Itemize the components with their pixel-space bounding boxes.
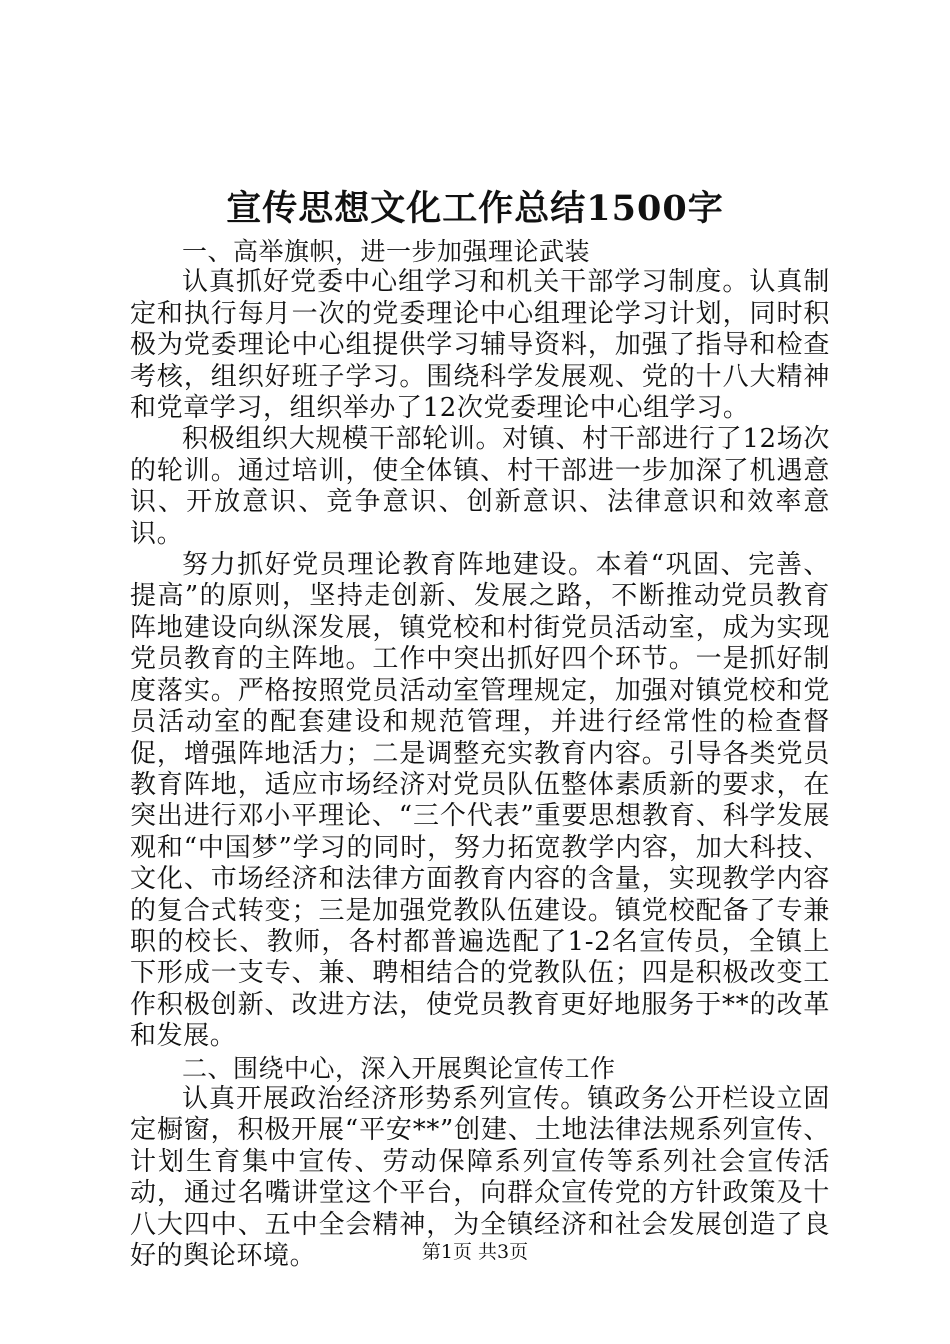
section-heading-1: 一、高举旗帜，进一步加强理论武装: [182, 237, 591, 266]
paragraph-publicity: 认真开展政治经济形势系列宣传。镇政务公开栏设立固定橱窗，积极开展“平安**”创建、土地法律法规系列宣传、计划生育集中宣传、劳动保障系列宣传等系列社会宣传活动，通过名嘴讲堂这个平台，向群众宣传党的方针政策及十八大四中、五中全会精神，为全镇经济和社会发展创造了良好的舆论环境。: [130, 1083, 830, 1271]
paragraph-education-base: 努力抓好党员理论教育阵地建设。本着“巩固、完善、提高”的原则，坚持走创新、发展之路，不断推动党员教育阵地建设向纵深发展，镇党校和村街党员活动室，成为实现党员教育的主阵地。工作中突出抓好四个环节。一是抓好制度落实。严格按照党员活动室管理规定，加强对镇党校和党员活动室的配套建设和规范管理，并进行经常性的检查督促，增强阵地活力；二是调整充实教育内容。引导各类党员教育阵地，适应市场经济对党员队伍整体素质新的要求，在突出进行邓小平理论、“三个代表”重要思想教育、科学发展观和“中国梦”学习的同时，努力拓宽教学内容，加大科技、文化、市场经济和法律方面教育内容的含量，实现教学内容的复合式转变；三是加强党教队伍建设。镇党校配备了专兼职的校长、教师，各村都普遍选配了1-2名宣传员，全镇上下形成一支专、兼、聘相结合的党教队伍；四是积极改变工作积极创新、改进方法，使党员教育更好地服务于**的改革和发展。: [130, 550, 830, 1052]
paragraph-study-system: 认真抓好党委中心组学习和机关干部学习制度。认真制定和执行每月一次的党委理论中心组理论学习计划，同时积极为党委理论中心组提供学习辅导资料，加强了指导和检查考核，组织好班子学习。围绕科学发展观、党的十八大精神和党章学习，组织举办了12次党委理论中心组学习。: [130, 267, 830, 424]
document-title: 宣传思想文化工作总结1500字: [226, 188, 724, 229]
document-body: [130, 236, 830, 1272]
page-footer: 第1页 共3页: [421, 1241, 529, 1263]
paragraph-cadre-training: 积极组织大规模干部轮训。对镇、村干部进行了12场次的轮训。通过培训，使全体镇、村干部进一步加深了机遇意识、开放意识、竞争意识、创新意识、法律意识和效率意识。: [130, 424, 830, 549]
section-heading-2: 二、围绕中心，深入开展舆论宣传工作: [182, 1053, 616, 1083]
